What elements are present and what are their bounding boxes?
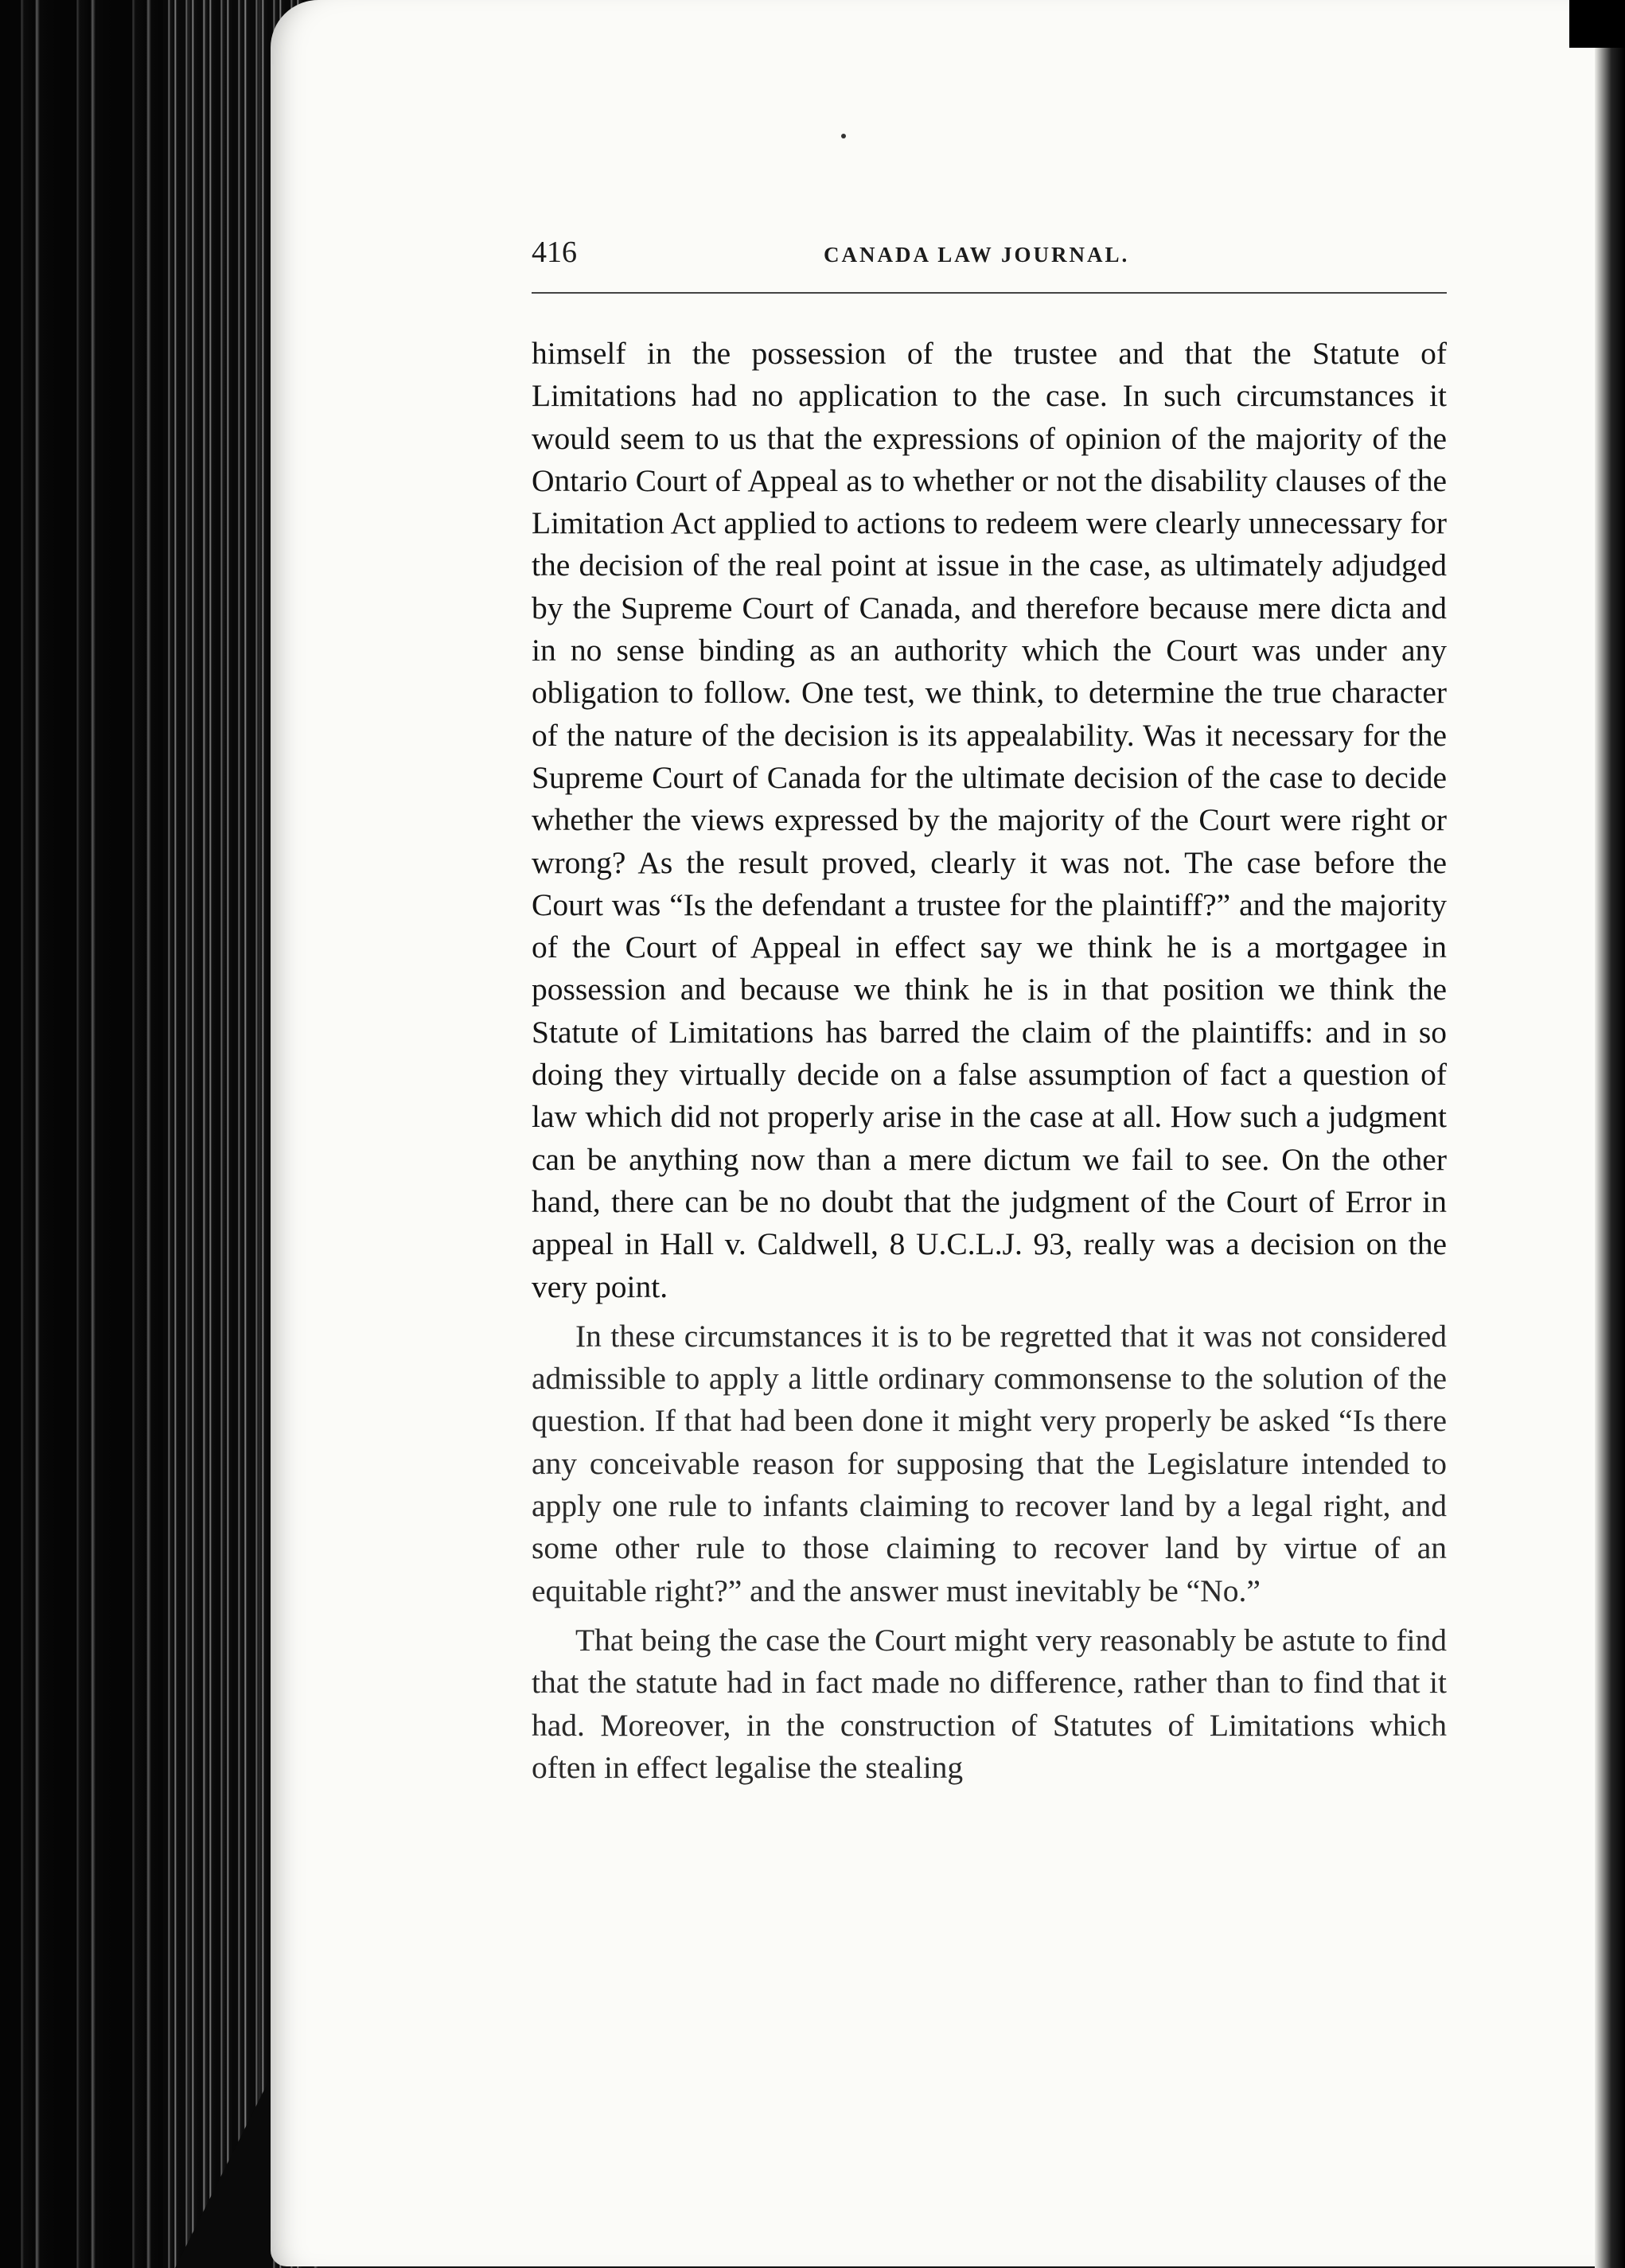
ink-dot — [841, 134, 846, 138]
body-text — [532, 333, 1447, 1796]
bottom-fold — [175, 2077, 271, 2268]
right-page-edge — [1595, 0, 1625, 2268]
paragraph: himself in the possession of the trustee and that the Statute of Limitations had no application to the case. In such circumstances it would seem to us that the expressions of opinion of the majority of the Ontario Court of Appeal as to whether or not the disability clauses of the Limitation Act applied to actions to redeem were clearly unnecessary for the decision of the real point at issue in the case, as ultimately adjudged by the Supreme Court of Canada, and therefore because mere dicta and in no sense binding as an authority which the Court was under any obligation to follow. One test, we think, to determine the true character of the nature of the decision is its appealability. Was it necessary for the Supreme Court of Canada for the ultimate decision of the case to decide whether the views expressed by the majority of the Court were right or wrong? As the result proved, clearly it was not. The case before the Court was “Is the defendant a trustee for the plaintiff?” and the majority of the Court of Appeal in effect say we think he is a mortgagee in possession and because we think he is in that position we think the Statute of Limitations has barred the claim of the plaintiffs: and in so doing they virtually decide on a false assumption of fact a question of law which did not properly arise in the case at all. How such a judgment can be anything now than a mere dictum we fail to see. On the other hand, there can be no doubt that the judgment of the Court of Error in appeal in Hall v. Caldwell, 8 U.C.L.J. 93, really was a decision on the very point. — [532, 336, 1447, 1304]
running-header — [532, 235, 1447, 284]
paragraph: That being the case the Court might very reasonably be astute to find that the statute had in fact made no difference, rather than to find that it had. Moreover, in the construction of Statutes of Limitations which often in effect legalise the stealing — [532, 1622, 1447, 1785]
paragraph: In these circumstances it is to be regretted that it was not considered admissible to apply a little ordinary commonsense to the solution of the question. If that had been done it might very properly be asked “Is there any conceivable reason for supposing that the Legislature intended to apply one rule to infants claiming to recover land by a legal right, and some other rule to those claiming to recover land by virtue of an equitable right?” and the answer must inevitably be “No.” — [532, 1318, 1447, 1608]
journal-title: CANADA LAW JOURNAL. — [824, 243, 1130, 267]
page-number: 416 — [532, 236, 577, 269]
header-rule — [532, 292, 1447, 294]
corner-shadow — [1569, 0, 1625, 48]
